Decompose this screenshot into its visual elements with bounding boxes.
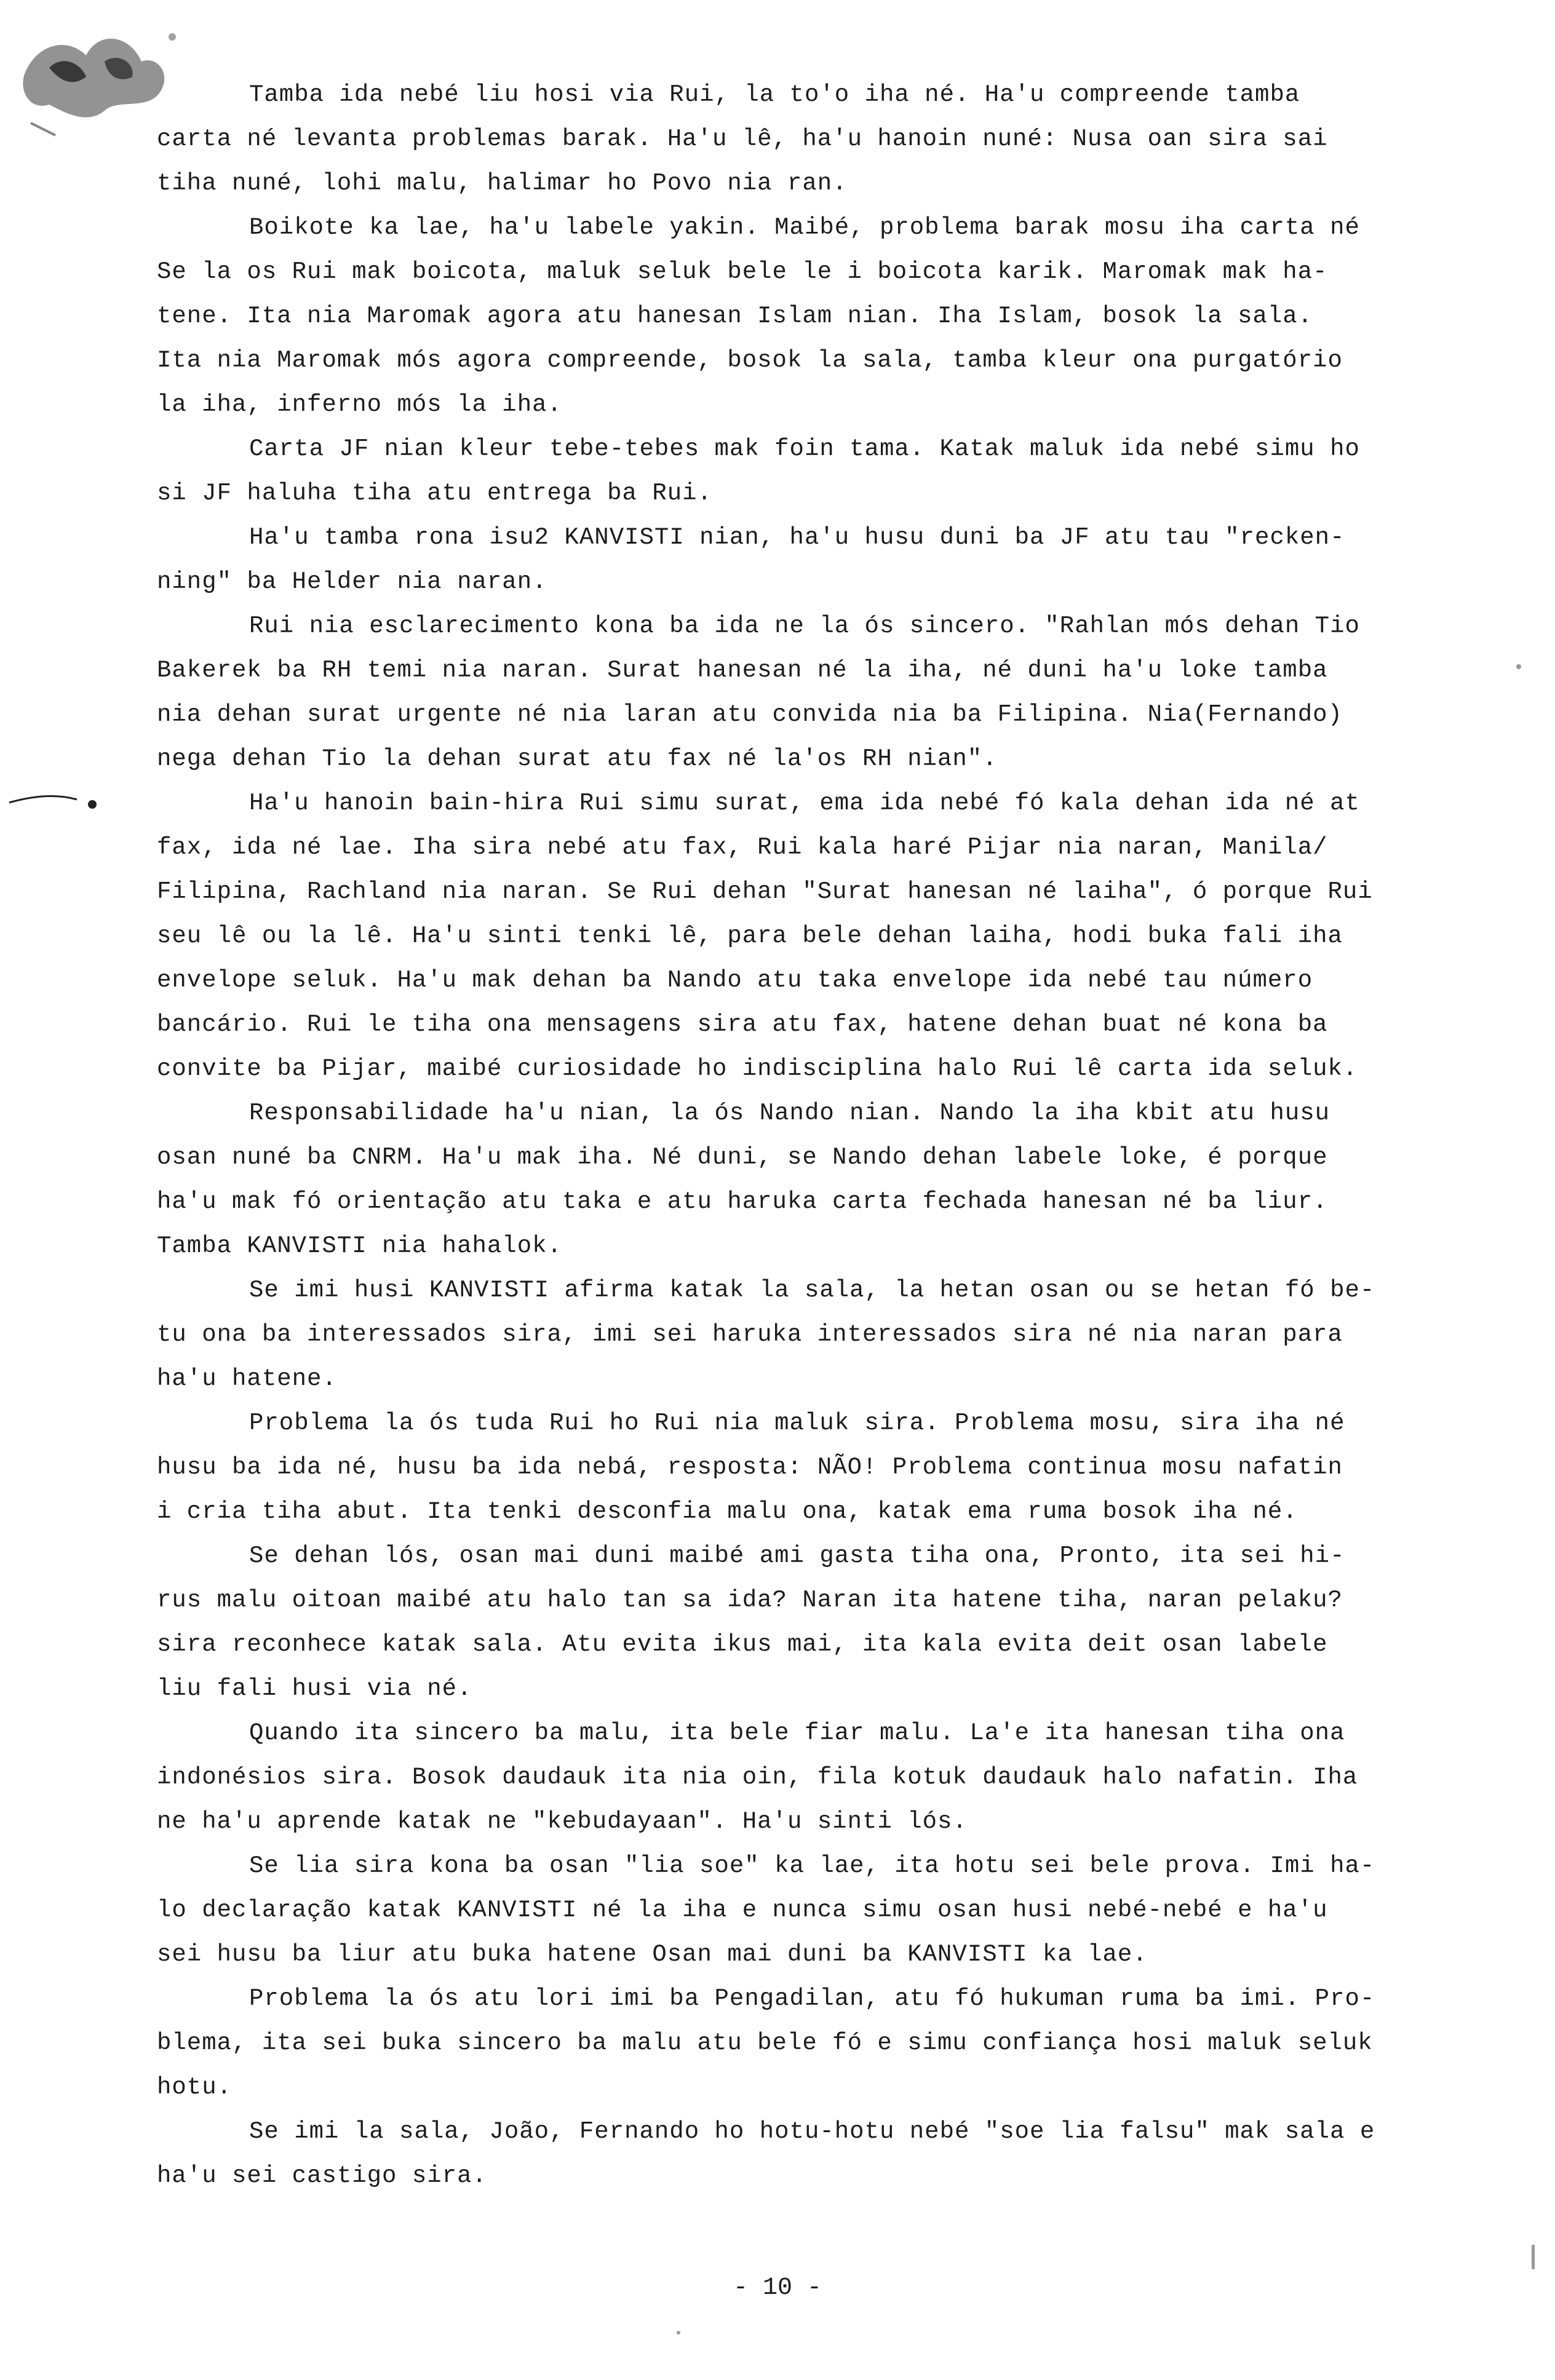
text-line: Bakerek ba RH temi nia naran. Surat hanesan né la iha, né duni ha'u loke tamba: [157, 657, 1328, 684]
text-line: ha'u hatene.: [157, 1365, 337, 1392]
text-line: sei husu ba liur atu buka hatene Osan mai duni ba KANVISTI ka lae.: [157, 1941, 1148, 1968]
text-line: Boikote ka lae, ha'u labele yakin. Maibé, problema barak mosu iha carta né: [249, 214, 1360, 241]
text-line: ning" ba Helder nia naran.: [157, 568, 547, 595]
text-line: nia dehan surat urgente né nia laran atu convida nia ba Filipina. Nia(Fernando): [157, 701, 1343, 728]
typed-letter-body: [157, 73, 1485, 2198]
text-line: Ita nia Maromak mós agora compreende, bosok la sala, tamba kleur ona purgatório: [157, 347, 1343, 374]
dust-speck: [1532, 2245, 1535, 2269]
text-line: Responsabilidade ha'u nian, la ós Nando nian. Nando la iha kbit atu husu: [249, 1100, 1330, 1127]
text-line: tiha nuné, lohi malu, halimar ho Povo nia ran.: [157, 170, 848, 197]
text-line: bancário. Rui le tiha ona mensagens sira atu fax, hatene dehan buat né kona ba: [157, 1011, 1328, 1038]
text-line: Tamba ida nebé liu hosi via Rui, la to'o iha né. Ha'u compreende tamba: [249, 81, 1300, 108]
text-line: ha'u sei castigo sira.: [157, 2162, 487, 2189]
text-line: Rui nia esclarecimento kona ba ida ne la ós sincero. "Rahlan mós dehan Tio: [249, 613, 1360, 640]
text-line: Se la os Rui mak boicota, maluk seluk bele le i boicota karik. Maromak mak ha-: [157, 258, 1328, 285]
text-line: sira reconhece katak sala. Atu evita ikus mai, ita kala evita deit osan labele: [157, 1631, 1328, 1658]
text-line: envelope seluk. Ha'u mak dehan ba Nando atu taka envelope ida nebé tau número: [157, 967, 1313, 994]
text-line: la iha, inferno mós la iha.: [157, 391, 562, 418]
dust-speck: [1516, 664, 1521, 669]
text-line: Se dehan lós, osan mai duni maibé ami gasta tiha ona, Pronto, ita sei hi-: [249, 1542, 1345, 1569]
text-line: carta né levanta problemas barak. Ha'u lê, ha'u hanoin nuné: Nusa oan sira sai: [157, 125, 1328, 153]
text-line: Se lia sira kona ba osan "lia soe" ka lae, ita hotu sei bele prova. Imi ha-: [249, 1852, 1375, 1879]
dust-speck: [677, 2331, 680, 2334]
text-line: nega dehan Tio la dehan surat atu fax né la'os RH nian".: [157, 745, 998, 772]
text-line: hotu.: [157, 2074, 233, 2101]
text-line: Quando ita sincero ba malu, ita bele fiar malu. La'e ita hanesan tiha ona: [249, 1720, 1345, 1747]
text-line: ne ha'u aprende katak ne "kebudayaan". Ha'u sinti lós.: [157, 1808, 968, 1835]
margin-mark-icon: [6, 787, 98, 812]
text-line: Problema la ós tuda Rui ho Rui nia maluk sira. Problema mosu, sira iha né: [249, 1410, 1345, 1437]
text-line: Tamba KANVISTI nia hahalok.: [157, 1232, 562, 1259]
text-line: liu fali husi via né.: [157, 1675, 472, 1702]
text-line: Filipina, Rachland nia naran. Se Rui dehan "Surat hanesan né laiha", ó porque Rui: [157, 878, 1373, 905]
text-line: Carta JF nian kleur tebe-tebes mak foin tama. Katak maluk ida nebé simu ho: [249, 435, 1360, 462]
text-line: Ha'u tamba rona isu2 KANVISTI nian, ha'u husu duni ba JF atu tau "recken-: [249, 524, 1345, 551]
text-line: Ha'u hanoin bain-hira Rui simu surat, ema ida nebé fó kala dehan ida né at: [249, 790, 1360, 817]
text-line: tene. Ita nia Maromak agora atu hanesan Islam nian. Iha Islam, bosok la sala.: [157, 303, 1313, 330]
text-line: ha'u mak fó orientação atu taka e atu haruka carta fechada hanesan né ba liur.: [157, 1188, 1328, 1215]
text-line: convite ba Pijar, maibé curiosidade ho indisciplina halo Rui lê carta ida seluk.: [157, 1055, 1358, 1082]
text-line: fax, ida né lae. Iha sira nebé atu fax, Rui kala haré Pijar nia naran, Manila/: [157, 834, 1328, 861]
text-line: rus malu oitoan maibé atu halo tan sa ida? Naran ita hatene tiha, naran pelaku?: [157, 1587, 1343, 1614]
text-line: husu ba ida né, husu ba ida nebá, resposta: NÃO! Problema continua mosu nafatin: [157, 1454, 1343, 1481]
text-line: indonésios sira. Bosok daudauk ita nia oin, fila kotuk daudauk halo nafatin. Iha: [157, 1764, 1358, 1791]
text-line: Se imi la sala, João, Fernando ho hotu-hotu nebé "soe lia falsu" mak sala e: [249, 2118, 1375, 2145]
text-line: blema, ita sei buka sincero ba malu atu bele fó e simu confiança hosi maluk seluk: [157, 2029, 1373, 2057]
text-line: Se imi husi KANVISTI afirma katak la sala, la hetan osan ou se hetan fó be-: [249, 1277, 1375, 1304]
text-line: i cria tiha abut. Ita tenki desconfia malu ona, katak ema ruma bosok iha né.: [157, 1498, 1298, 1525]
text-line: seu lê ou la lê. Ha'u sinti tenki lê, para bele dehan laiha, hodi buka fali iha: [157, 922, 1343, 950]
text-line: lo declaração katak KANVISTI né la iha e nunca simu osan husi nebé-nebé e ha'u: [157, 1897, 1328, 1924]
text-line: tu ona ba interessados sira, imi sei haruka interessados sira né nia naran para: [157, 1321, 1343, 1348]
text-line: si JF haluha tiha atu entrega ba Rui.: [157, 480, 712, 507]
text-line: Problema la ós atu lori imi ba Pengadilan, atu fó hukuman ruma ba imi. Pro-: [249, 1985, 1375, 2012]
page-number: - 10 -: [733, 2274, 822, 2302]
text-line: osan nuné ba CNRM. Ha'u mak iha. Né duni, se Nando dehan labele loke, é porque: [157, 1144, 1328, 1171]
